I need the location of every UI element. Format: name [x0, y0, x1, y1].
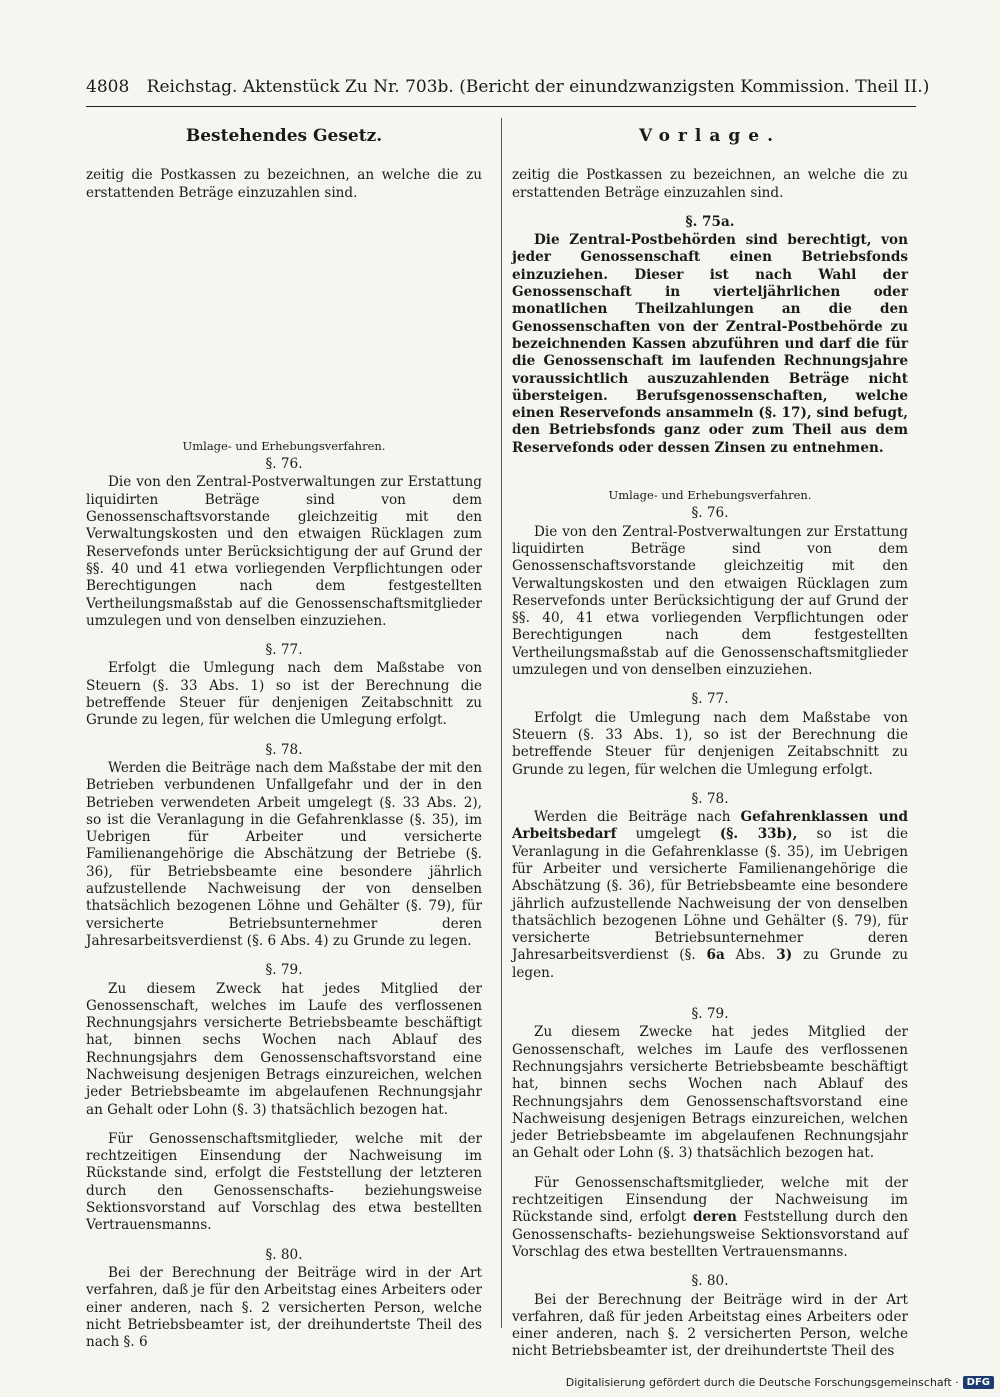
right-s79-heading: §. 79. — [691, 1006, 729, 1023]
spacer — [86, 1119, 482, 1131]
s78-bold-1: Gefahrenklassen und Arbeitsbedarf — [512, 809, 908, 843]
right-s75a-text: Die Zentral-Postbehörden sind berechtigt, von jeder Genossenschaft einen Betriebsfonds einzuziehen. Dieser ist nach Wahl der Genossenschaft in vierteljährlichen oder monatlichen Theilzahlungen an die den Genossenschaften von der Zentral-Postbehörde zu bezeichnenden Kassen abzuführen und darf die für die Genossenschaft im laufenden Rechnungsjahre voraussichtlich auszuzahlenden Beträge nicht übersteigen. Berufsgenossenschaften, welche einen Reservefonds ansammeln (§. 17), sind befugt, den Betriebsfonds ganz oder zum Theil aus dem Reservefonds oder dessen Zinsen zu entnehmen. — [512, 232, 908, 456]
left-s79-heading: §. 79. — [265, 962, 303, 979]
right-column-title: Vorlage. — [638, 126, 782, 146]
right-s77-text: Erfolgt die Umlegung nach dem Maßstabe von Steuern (§. 33 Abs. 1), so ist der Berechnung die betreffende Steuer für denjenigen Zeitabschnitt zu Grunde zu legen, für welchen die Umlegung erfolgt. — [512, 709, 908, 778]
s78-part-b: umgelegt — [635, 826, 701, 843]
right-column — [512, 122, 908, 1361]
s78-bold-2: (§. 33b), — [719, 826, 798, 843]
right-s79-p2 — [512, 1175, 908, 1261]
left-column-title: Bestehendes Gesetz. — [185, 126, 383, 146]
spacer — [86, 202, 482, 438]
left-s78-text: Werden die Beiträge nach dem Maßstabe der mit den Betrieben verbundenen Unfallgefahr und der in den Betrieben verwendeten Arbeit umgelegt (§. 33 Abs. 2), so ist die Veranlagung in die Gefahrenklasse (§. 35), im Uebrigen für Arbeiter und versicherte Familienangehörige die Abschätzung der Betriebe (§. 36), für Betriebsbeamte eine besondere jährlich aufzustellende Nachweisung der von denselben thatsächlich bezogenen Löhne und Gehälter (§. 79), für versicherte Betriebsunternehmer deren Jahresarbeitsverdienst (§. 6 Abs. 4) zu Grunde zu legen. — [86, 759, 482, 949]
column-divider — [501, 118, 502, 1328]
left-s80-text: Bei der Berechnung der Beiträge wird in der Art verfahren, daß je für den Arbeitstag eines Arbeiters oder einer anderen, nach §. 2 versicherten Person, welche nicht Betriebsbeamter ist, der dreihundertste Theil des nach §. 6 — [86, 1264, 482, 1351]
s78-part-d: Abs. — [735, 947, 766, 964]
digitization-footer — [566, 1376, 994, 1389]
right-intro: zeitig die Postkassen zu bezeichnen, an welche die zu erstattenden Beträge einzuzahlen sind. — [512, 167, 908, 201]
spacer — [512, 1163, 908, 1175]
page-header — [86, 76, 930, 98]
right-s79-p1: Zu diesem Zwecke hat jedes Mitglied der Genossenschaft, welches im Laufe des verflossenen Rechnungsjahrs versicherte Betriebsbeamte beschäftigt hat, binnen sechs Wochen nach Ablauf des Rechnungsjahrs dem Genossenschaftsvorstand eine Nachweisung desjenigen Betrags einzureichen, welchen jeder Betriebsbeamte im abgelaufenen Rechnungsjahr an Gehalt oder Lohn (§. 3) thatsächlich bezogen hat. — [512, 1024, 908, 1162]
page-number: 4808 — [86, 77, 130, 97]
left-s79-p1: Zu diesem Zweck hat jedes Mitglied der Genossenschaft, welches im Laufe des verflossenen Rechnungsjahrs versicherte Betriebsbeamte beschäftigt hat, binnen sechs Wochen nach Ablauf des Rechnungsjahrs dem Genossenschaftsvorstand eine Nachweisung desjenigen Betrags einzureichen, welchen jeder Betriebsbeamte im abgelaufenen Rechnungsjahr an Gehalt oder Lohn (§. 3) thatsächlich bezogen hat. — [86, 980, 482, 1118]
dfg-logo-icon: DFG — [963, 1376, 994, 1389]
s78-part-e: zu Grunde zu legen. — [512, 947, 909, 981]
s79-p2-part-b: Feststellung durch den Genossenschafts- beziehungsweise Sektionsvorstand auf Vorschlag des etwa bestellten Vertrauensmanns. — [512, 1209, 909, 1260]
right-s80-text: Bei der Berechnung der Beiträge wird in der Art verfahren, daß für jeden Arbeitstag eines Arbeiters oder einer anderen, nach §. 2 versicherten Person, welche nicht Betriebsbeamter ist, der dreihundertste Theil des — [512, 1291, 908, 1360]
left-s78-heading: §. 78. — [265, 741, 303, 758]
running-title: Reichstag. Aktenstück Zu Nr. 703b. (Bericht der einundzwanzigsten Kommission. Theil II.) — [146, 77, 930, 97]
right-s76-text: Die von den Zentral-Postverwaltungen zur Erstattung liquidirten Beträge sind von dem Genossenschaftsvorstande gleichzeitig mit den Verwaltungskosten und den etwaigen Rücklagen zum Reservefonds unter Berücksichtigung der auf Grund der §§. 40, 41 etwa vorliegenden Verpflichtungen oder Berechtigungen nach dem festgestellten Vertheilungsmaßstab auf die Genossenschaftsmitglieder umzulegen und von denselben einzuziehen. — [512, 523, 908, 679]
left-column — [86, 122, 482, 1351]
left-s76-heading: §. 76. — [265, 456, 303, 473]
s78-part-c: so ist die Veranlagung in die Gefahrenklasse (§. 35), im Uebrigen für Arbeiter und versicherte Familienangehörige die Abschätzung (§. 36), für Betriebsbeamte eine besondere jährlich aufzustellende Nachweisung der von denselben thatsächlich bezogenen Löhne und Gehälter (§. 79), für versicherte Betriebsunternehmer deren Jahresarbeitsverdienst (§. — [512, 826, 908, 964]
right-subheading: Umlage- und Erhebungsverfahren. — [608, 488, 812, 503]
left-s80-heading: §. 80. — [265, 1246, 303, 1263]
s78-bold-3: 6a — [706, 947, 725, 964]
right-s77-heading: §. 77. — [691, 691, 729, 708]
right-s78-heading: §. 78. — [691, 790, 729, 807]
right-s76-heading: §. 76. — [691, 505, 729, 522]
footer-text: Digitalisierung gefördert durch die Deutsche Forschungsgemeinschaft · — [565, 1376, 959, 1389]
spacer — [512, 457, 908, 487]
s78-bold-4: 3) — [776, 947, 793, 964]
left-s77-text: Erfolgt die Umlegung nach dem Maßstabe von Steuern (§. 33 Abs. 1) so ist der Berechnung die betreffende Steuer für denjenigen Zeitabschnitt zu Grunde zu legen, für welchen die Umlegung erfolgt. — [86, 660, 482, 729]
right-s80-heading: §. 80. — [691, 1273, 729, 1290]
spacer — [512, 982, 908, 994]
left-s77-heading: §. 77. — [265, 642, 303, 659]
left-s79-p2: Für Genossenschaftsmitglieder, welche mit der rechtzeitigen Einsendung der Nachweisung im Rückstande sind, erfolgt die Feststellung der letzteren durch den Genossenschafts- beziehungsweise Sektionsvorstand auf Vorschlag des etwa bestellten Vertrauensmanns. — [86, 1130, 482, 1234]
left-s76-text: Die von den Zentral-Postverwaltungen zur Erstattung liquidirten Beträge sind von dem Genossenschaftsvorstande gleichzeitig mit den Verwaltungskosten und den etwaigen Rücklagen zum Reservefonds unter Berücksichtigung der auf Grund der §§. 40 und 41 etwa vorliegenden Verpflichtungen oder Berechtigungen nach dem festgestellten Vertheilungsmaßstab auf die Genossenschaftsmitglieder umzulegen und von denselben einzuziehen. — [86, 474, 482, 629]
left-intro: zeitig die Postkassen zu bezeichnen, an welche die zu erstattenden Beträge einzuzahlen sind. — [86, 167, 482, 201]
s79-p2-bold: deren — [693, 1209, 737, 1226]
left-subheading: Umlage- und Erhebungsverfahren. — [182, 438, 386, 453]
s78-part-a: Werden die Beiträge nach — [534, 809, 731, 826]
header-rule — [86, 106, 916, 107]
right-s75a-heading: §. 75a. — [685, 213, 735, 230]
s79-p2-part-a: Für Genossenschaftsmitglieder, welche mit der rechtzeitigen Einsendung der Nachweisung im Rückstande sind, erfolgt — [512, 1174, 908, 1226]
right-s78-text — [512, 809, 908, 982]
